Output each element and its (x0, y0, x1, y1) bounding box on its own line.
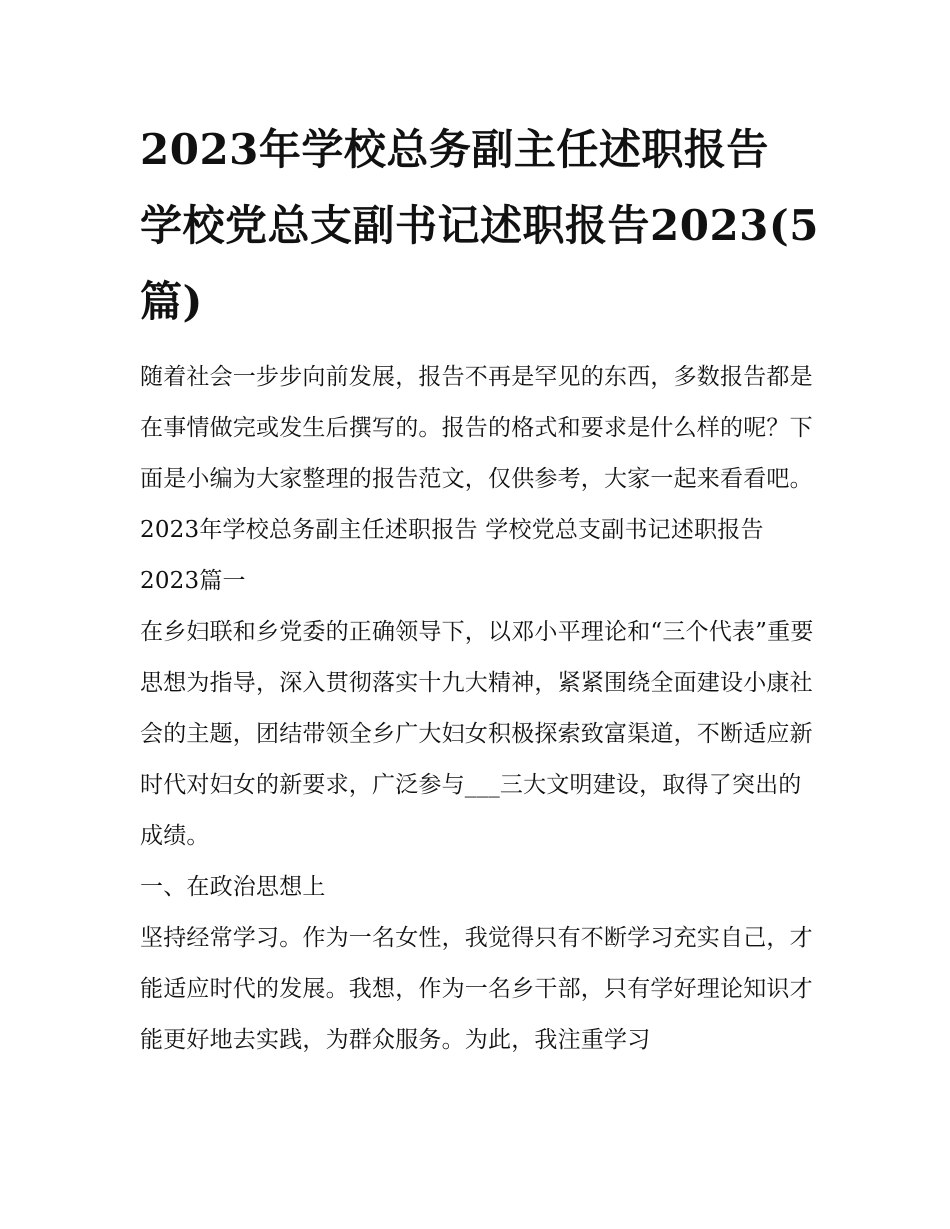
subsection-heading: 一、在政治思想上 (140, 874, 326, 900)
intro-paragraph: 随着社会一步步向前发展，报告不再是罕见的东西，多数报告都是在事情做完或发生后撰写的。报告的格式和要求是什么样的呢？下面是小编为大家整理的报告范文，仅供参考，大家一起来看看吧。 (140, 364, 813, 492)
body-paragraph: 在乡妇联和乡党委的正确领导下，以邓小平理论和“三个代表”重要思想为指导，深入贯彻落实十九大精神，紧紧围绕全面建设小康社会的主题，团结带领全乡广大妇女积极探索致富渠道，不断适应新时代对妇女的新要求，广泛参与___三大文明建设，取得了突出的成绩。 (140, 619, 814, 849)
section-heading: 2023年学校总务副主任述职报告 学校党总支副书记述职报告2023篇一 (140, 517, 764, 594)
document-title: 2023年学校总务副主任述职报告 学校党总支副书记述职报告2023(5篇) (140, 125, 819, 326)
body-paragraph: 坚持经常学习。作为一名女性，我觉得只有不断学习充实自己，才能适应时代的发展。我想，作为一名乡干部，只有学好理论知识才能更好地去实践，为群众服务。为此，我注重学习 (140, 925, 813, 1053)
document-body (140, 112, 820, 1066)
